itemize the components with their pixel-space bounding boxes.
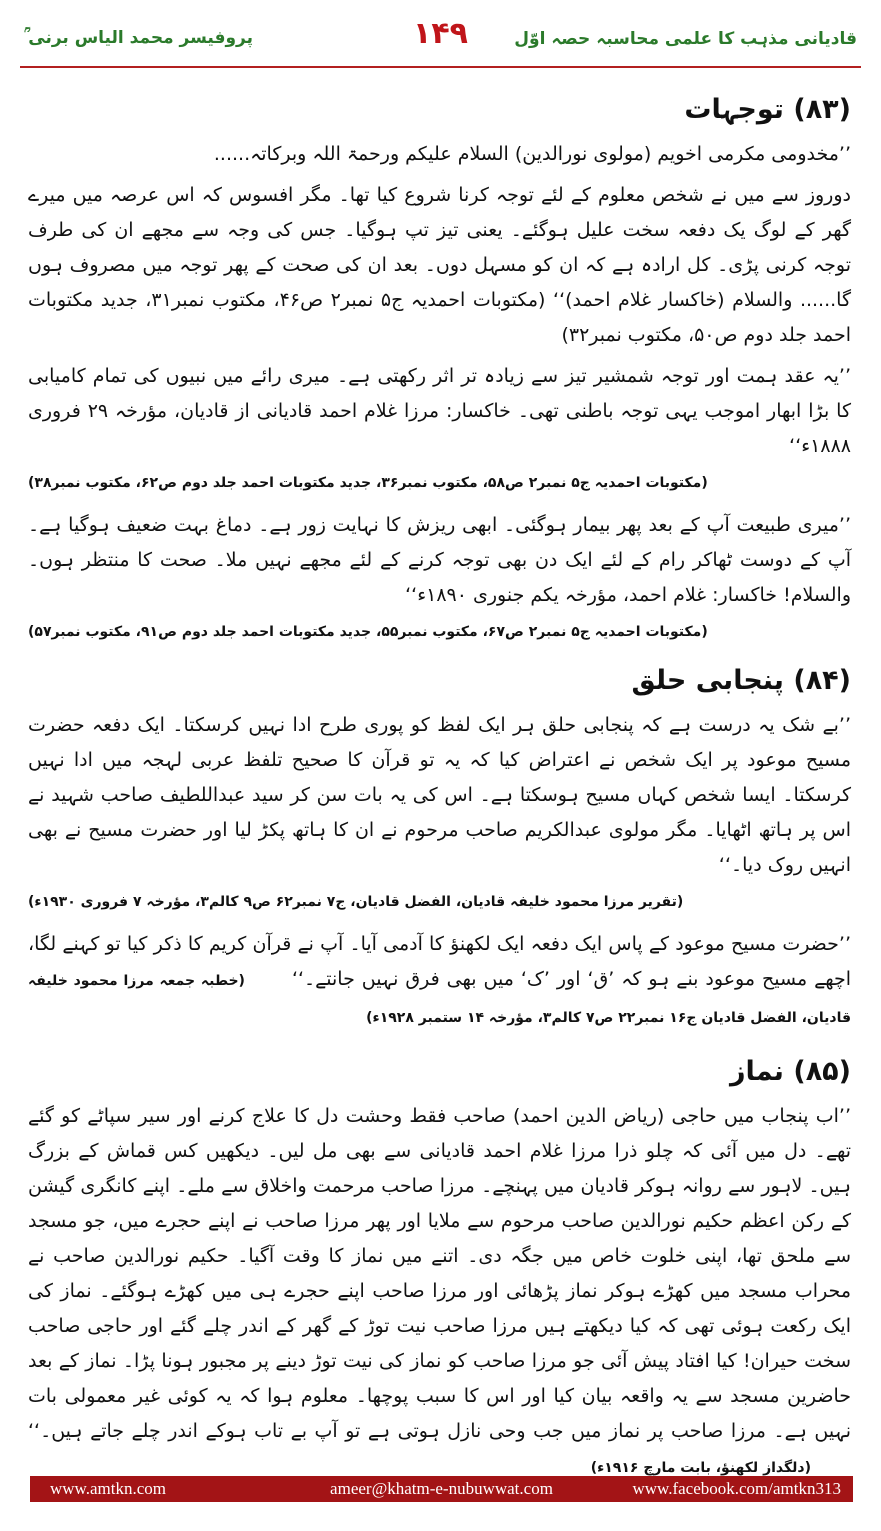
page-footer (30, 1476, 853, 1502)
quote-paragraph: ’’مخدومی مکرمی اخویم (مولوی نورالدین) السلام علیکم ورحمۃ اللہ وبرکاتہ...... (213, 143, 851, 165)
section-heading-83: (۸۳) توجہات (684, 94, 851, 125)
quote-paragraph (28, 1099, 851, 1486)
section-heading-85: (۸۵) نماز (730, 1056, 851, 1087)
quote-paragraph: ’’یہ عقد ہمت اور توجہ شمشیر تیز سے زیادہ تر اثر رکھتی ہے۔ میری رائے میں نبیوں کی تمام کامیابی کا بڑا ابھار اموجب یہی توجہ باطنی تھی۔ خاکسار: مرزا غلام احمد قادیانی از قادیان، مؤرخہ ۲۹ فروری ۱۸۸۸ء‘‘ (28, 365, 852, 457)
header-author: پروفیسر محمد الیاس برنی ؒ (24, 28, 254, 48)
quote-paragraph: دوروز سے میں نے شخص معلوم کے لئے توجہ کرنا شروع کیا تھا۔ مگر افسوس کہ اس عرصہ میں میرے گھر کے لوگ یک دفعہ سخت علیل ہوگئے۔ یعنی تیز تپ ہوگیا۔ جس کی وجہ سے مجھے ان کی طرف توجہ کرنی پڑی۔ کل ارادہ ہے کہ ان کو مسہل دوں۔ بعد ان کی صحت کے پھر توجہ میں مصروف ہوں گا...... والسلام (خاکسار غلام احمد)‘‘ (مکتوبات احمدیہ ج۵ نمبر۲ ص۴۶، مکتوب نمبر۳۱، جدید مکتوبات احمد جلد دوم ص۵۰، مکتوب نمبر۳۲) (28, 184, 852, 346)
facebook-link[interactable]: www.facebook.com/amtkn313 (632, 1479, 841, 1498)
reference-citation: (خطبہ جمعہ مرزا محمود خلیفہ قادیان، الفضل قادیان ج۱۶ نمبر۲۲ ص۷ کالم۳، مؤرخہ ۱۴ ستمبر ۱۹۲۸ء) (28, 973, 851, 1026)
quote-paragraph: ’’بے شک یہ درست ہے کہ پنجابی حلق ہر ایک لفظ کو پوری طرح ادا نہیں کرسکتا۔ ایک دفعہ حضرت مسیح موعود پر ایک شخص نے اعتراض کیا کہ یہ تو قرآن کا صحیح تلفظ عربی لہجہ میں ادا نہیں کرسکتا۔ ایسا شخص کہاں مسیح ہوسکتا ہے۔ اس کی یہ بات سن کر سید عبداللطیف صاحب شہید نے اس پر ہاتھ اٹھایا۔ مگر مولوی عبدالکریم صاحب مرحوم نے ان کا ہاتھ پکڑ لیا اور حضرت مسیح نے بھی انہیں روک دیا۔‘‘ (28, 714, 851, 876)
header-divider (20, 66, 861, 68)
quote-text: ’’اب پنجاب میں حاجی (ریاض الدین احمد) صاحب فقط وحشت دل کا علاج کرنے اور سیر سپاٹے کو گئے تھے۔ دل میں آئی کہ چلو ذرا مرزا غلام احمد قادیانی سے بھی مل لیں۔ دیکھیں کس قماش کے بزرگ ہیں۔ لاہور سے روانہ ہوکر قادیان میں پہنچے۔ مرزا صاحب مرحمت واخلاق سے ملے۔ اپنے کانگری گیشن کے رکن اعظم حکیم نورالدین صاحب مرحوم سے ملایا اور پھر مرزا صاحب نے اپنے حجرے میں، جو مسجد سے ملحق تھا، اپنی خلوت خاص میں جگہ دی۔ اتنے میں نماز کا وقت آگیا۔ حکیم نورالدین صاحب نے محراب مسجد میں کھڑے ہوکر نماز پڑھائی اور مرزا صاحب اپنے حجرے ہی میں کھڑے ہوگئے۔ نماز کی ایک رکعت ہوئی تھی کہ کیا دیکھتے ہیں مرزا صاحب نیت توڑ کے گھر کے اندر چلے گئے اور حاجی صاحب سخت حیران! کیا افتاد پیش آئی جو مرزا صاحب کو نماز کی نیت توڑ دینے پر مجبور ہونا پڑا۔ نماز کے بعد حاضرین مسجد سے یہ واقعہ بیان کیا اور اس کا سبب پوچھا۔ معلوم ہوا کہ یہ کوئی غیر معمولی بات نہیں ہے۔ مرزا صاحب پر نماز میں جب وحی نازل ہوتی ہے تو آپ بے تاب ہوکے اندر چلے جاتے ہیں۔‘‘ (28, 1105, 851, 1442)
section-heading-84: (۸۴) پنجابی حلق (631, 665, 851, 696)
quote-text: ’’حضرت مسیح موعود کے پاس ایک دفعہ ایک لکھنؤ کا آدمی آیا۔ آپ نے قرآن کریم کا ذکر کیا تو کہنے لگا، اچھے مسیح موعود بنے ہو کہ ’ق‘ اور ’ک‘ میں بھی فرق نہیں جانتے۔‘‘ (28, 933, 852, 990)
email-link[interactable]: ameer@khatm-e-nubuwwat.com (330, 1479, 553, 1498)
reference-citation: (تقریر مرزا محمود خلیفہ قادیان، الفضل قادیان، ج۷ نمبر۶۲ ص۹ کالم۳، مؤرخہ ۷ فروری ۱۹۳۰ء) (28, 894, 684, 910)
page-number: ۱۴۹ (413, 16, 468, 51)
reference-citation: (مکتوبات احمدیہ ج۵ نمبر۲ ص۶۷، مکتوب نمبر۵۵، جدید مکتوبات احمد جلد دوم ص۹۱، مکتوب نمبر۵۷) (28, 624, 708, 640)
reference-citation: (مکتوبات احمدیہ ج۵ نمبر۲ ص۵۸، مکتوب نمبر۳۶، جدید مکتوبات احمد جلد دوم ص۶۲، مکتوب نمبر۳۸) (28, 475, 708, 491)
website-link[interactable]: www.amtkn.com (50, 1479, 166, 1498)
header-book-title: قادیانی مذہب کا علمی محاسبہ حصہ اوّل (514, 29, 857, 49)
page-header (20, 14, 861, 66)
reference-citation: (دلگداز لکھنؤ، بابت مارچ ۱۹۱۶ء) (590, 1460, 811, 1476)
quote-paragraph (28, 927, 851, 1036)
quote-paragraph: ’’میری طبیعت آپ کے بعد پھر بیمار ہوگئی۔ ابھی ریزش کا نہایت زور ہے۔ دماغ بہت ضعیف ہوگیا ہے۔ آپ کے دوست ٹھاکر رام کے لئے ایک دن بھی توجہ کرنے کے لئے مجھے نہیں ملا۔ صحت کا منتظر ہوں۔ والسلام! خاکسار: غلام احمد، مؤرخہ یکم جنوری ۱۸۹۰ء‘‘ (28, 514, 851, 606)
page-content (28, 82, 851, 1492)
